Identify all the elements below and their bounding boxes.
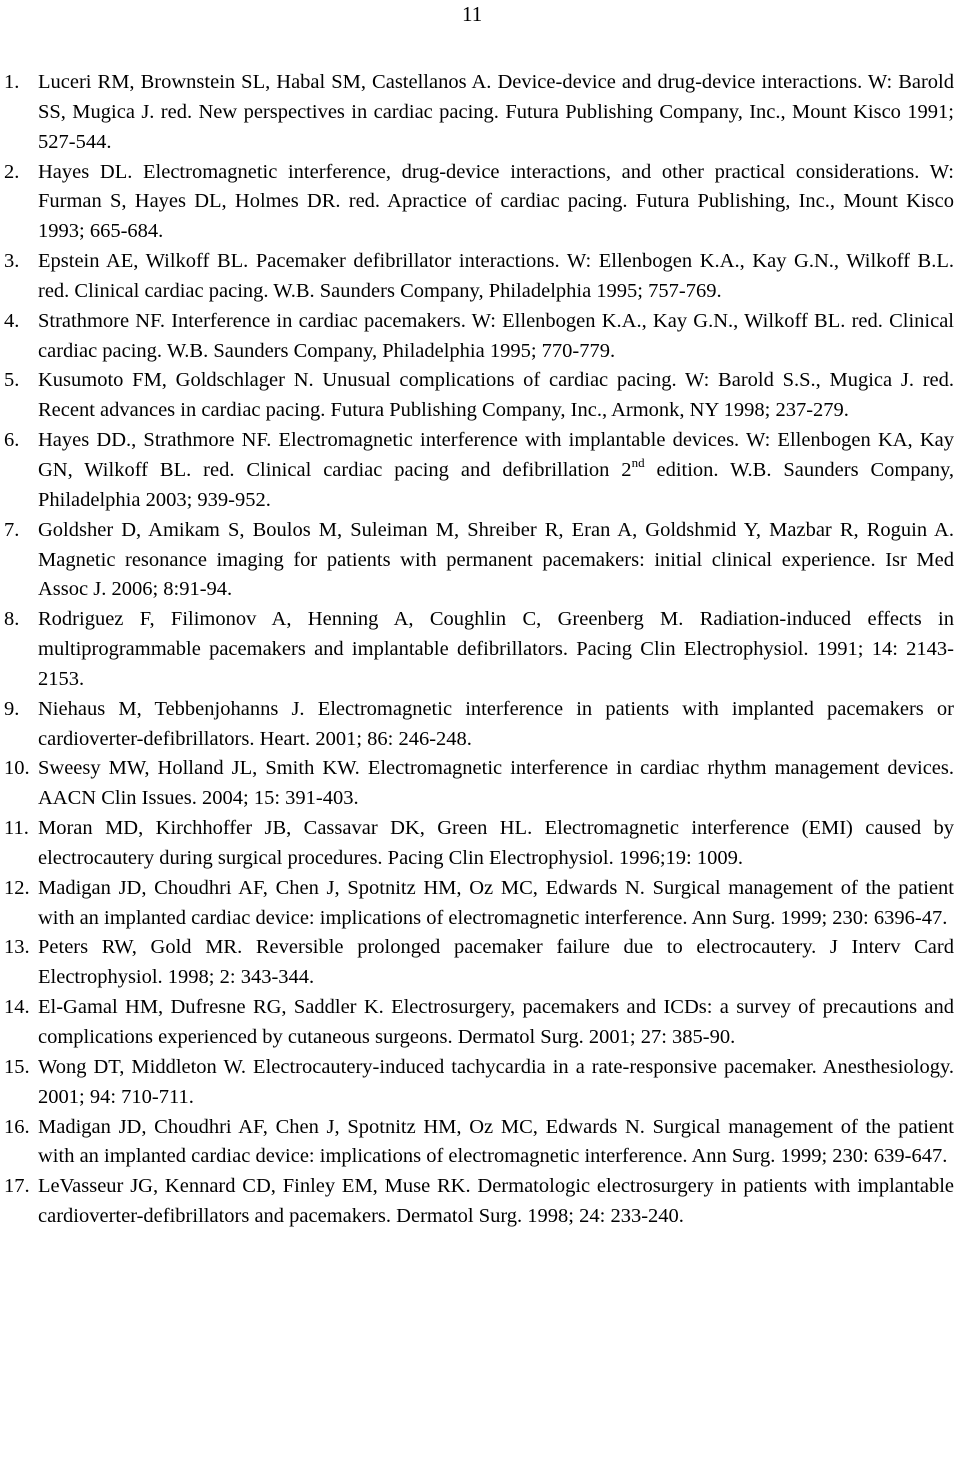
ordinal-superscript: nd [631, 454, 645, 470]
reference-text: Moran MD, Kirchhoffer JB, Cassavar DK, Green HL. Electromagnetic interference (EMI) caused by electrocautery during surgical procedures. Pacing Clin Electrophysiol. 1996;19: 1009. [38, 817, 954, 869]
reference-text: Madigan JD, Choudhri AF, Chen J, Spotnitz HM, Oz MC, Edwards N. Surgical management of the patient with an implanted cardiac device: implications of electromagnetic interference. Ann Surg. 1999; 230: 639-647. [38, 1115, 954, 1168]
reference-item [4, 366, 956, 426]
reference-item [4, 695, 956, 755]
reference-item [4, 993, 956, 1053]
reference-text: Wong DT, Middleton W. Electrocautery-induced tachycardia in a rate-responsive pacemaker. Anesthesiology. 2001; 94: 710-711. [38, 1055, 954, 1108]
reference-item [4, 247, 956, 307]
reference-number: 1. [4, 71, 20, 93]
reference-number: 6. [4, 429, 20, 452]
reference-text: Epstein AE, Wilkoff BL. Pacemaker defibrillator interactions. W: Ellenbogen K.A., Kay G.N., Wilkoff B.L. red. Clinical cardiac pacing. W.B. Saunders Company, Philadelphia 1995; 757-769. [38, 250, 954, 302]
reference-item [4, 754, 956, 814]
reference-number: 14. [4, 996, 30, 1019]
reference-item [4, 68, 956, 158]
reference-item [4, 1172, 956, 1232]
reference-number: 15. [4, 1055, 30, 1078]
reference-text: Peters RW, Gold MR. Reversible prolonged pacemaker failure due to electrocautery. J Interv Card Electrophysiol. 1998; 2: 343-344. [38, 936, 954, 989]
reference-item [4, 605, 956, 695]
reference-number: 11. [4, 817, 29, 840]
reference-number: 7. [4, 518, 20, 541]
reference-text: Hayes DL. Electromagnetic interference, drug-device interactions, and other practical considerations. W: Furman S, Hayes DL, Holmes DR. red. Apractice of cardiac pacing. Futura Publishing, Inc., Mount Kisco 1993; 665-684. [38, 160, 954, 243]
reference-item [4, 814, 956, 874]
reference-text: Strathmore NF. Interference in cardiac pacemakers. W: Ellenbogen K.A., Kay G.N., Wilkoff BL. red. Clinical cardiac pacing. W.B. Saunders Company, Philadelphia 1995; 770-779. [38, 309, 954, 362]
reference-item [4, 933, 956, 993]
reference-text: Sweesy MW, Holland JL, Smith KW. Electromagnetic interference in cardiac rhythm management devices. AACN Clin Issues. 2004; 15: 391-403. [38, 757, 954, 810]
reference-text: Niehaus M, Tebbenjohanns J. Electromagnetic interference in patients with implanted pacemakers or cardioverter-defibrillators. Heart. 2001; 86: 246-248. [38, 697, 954, 750]
reference-text-part: edition. W.B. Saunders Company, Philadelphia 2003; 939-952. [38, 458, 954, 511]
reference-number: 9. [4, 697, 20, 720]
page-number: 11 [462, 2, 483, 26]
reference-list [4, 68, 956, 1232]
reference-text: Goldsher D, Amikam S, Boulos M, Suleiman M, Shreiber R, Eran A, Goldshmid Y, Mazbar R, Roguin A. Magnetic resonance imaging for patients with permanent pacemakers: initial clinical experience. Isr Med Assoc J. 2006; 8:91-94. [38, 518, 954, 601]
reference-text [38, 426, 956, 516]
reference-number: 12. [4, 876, 30, 899]
reference-text: Madigan JD, Choudhri AF, Chen J, Spotnitz HM, Oz MC, Edwards N. Surgical management of the patient with an implanted cardiac device: implications of electromagnetic interference. Ann Surg. 1999; 230: 6396-47. [38, 876, 954, 929]
reference-number: 3. [4, 250, 20, 273]
reference-text: LeVasseur JG, Kennard CD, Finley EM, Muse RK. Dermatologic electrosurgery in patients with implantable cardioverter-defibrillators and pacemakers. Dermatol Surg. 1998; 24: 233-240. [38, 1175, 954, 1228]
reference-text-part: Hayes DD., Strathmore NF. Electromagnetic interference with implantable devices. W: Ellenbogen KA, Kay GN, Wilkoff BL. red. Clinical cardiac pacing and defibrillation 2 [38, 429, 954, 481]
reference-text: Kusumoto FM, Goldschlager N. Unusual complications of cardiac pacing. W: Barold S.S., Mugica J. red. Recent advances in cardiac pacing. Futura Publishing Company, Inc., Armonk, NY 1998; 237-279. [38, 369, 954, 422]
reference-number: 16. [4, 1115, 30, 1138]
reference-number: 8. [4, 608, 20, 631]
reference-text: Luceri RM, Brownstein SL, Habal SM, Castellanos A. Device-device and drug-device interactions. W: Barold SS, Mugica J. red. New perspectives in cardiac pacing. Futura Publishing Company, Inc., Mount Kisco 1991; 527-544. [38, 71, 954, 153]
reference-number: 17. [4, 1175, 30, 1198]
reference-item [4, 426, 956, 516]
reference-item [4, 307, 956, 367]
reference-item [4, 874, 956, 934]
reference-text: El-Gamal HM, Dufresne RG, Saddler K. Electrosurgery, pacemakers and ICDs: a survey of precautions and complications experienced by cutaneous surgeons. Dermatol Surg. 2001; 27: 385-90. [38, 996, 954, 1048]
reference-item [4, 516, 956, 606]
reference-number: 2. [4, 160, 20, 183]
reference-number: 10. [4, 757, 30, 780]
reference-item [4, 1113, 956, 1173]
reference-item [4, 1053, 956, 1113]
reference-number: 5. [4, 369, 20, 392]
reference-text: Rodriguez F, Filimonov A, Henning A, Coughlin C, Greenberg M. Radiation-induced effects in multiprogrammable pacemakers and implantable defibrillators. Pacing Clin Electrophysiol. 1991; 14: 2143-2153. [38, 608, 954, 690]
reference-number: 13. [4, 936, 30, 959]
reference-number: 4. [4, 309, 20, 332]
reference-item [4, 158, 956, 248]
